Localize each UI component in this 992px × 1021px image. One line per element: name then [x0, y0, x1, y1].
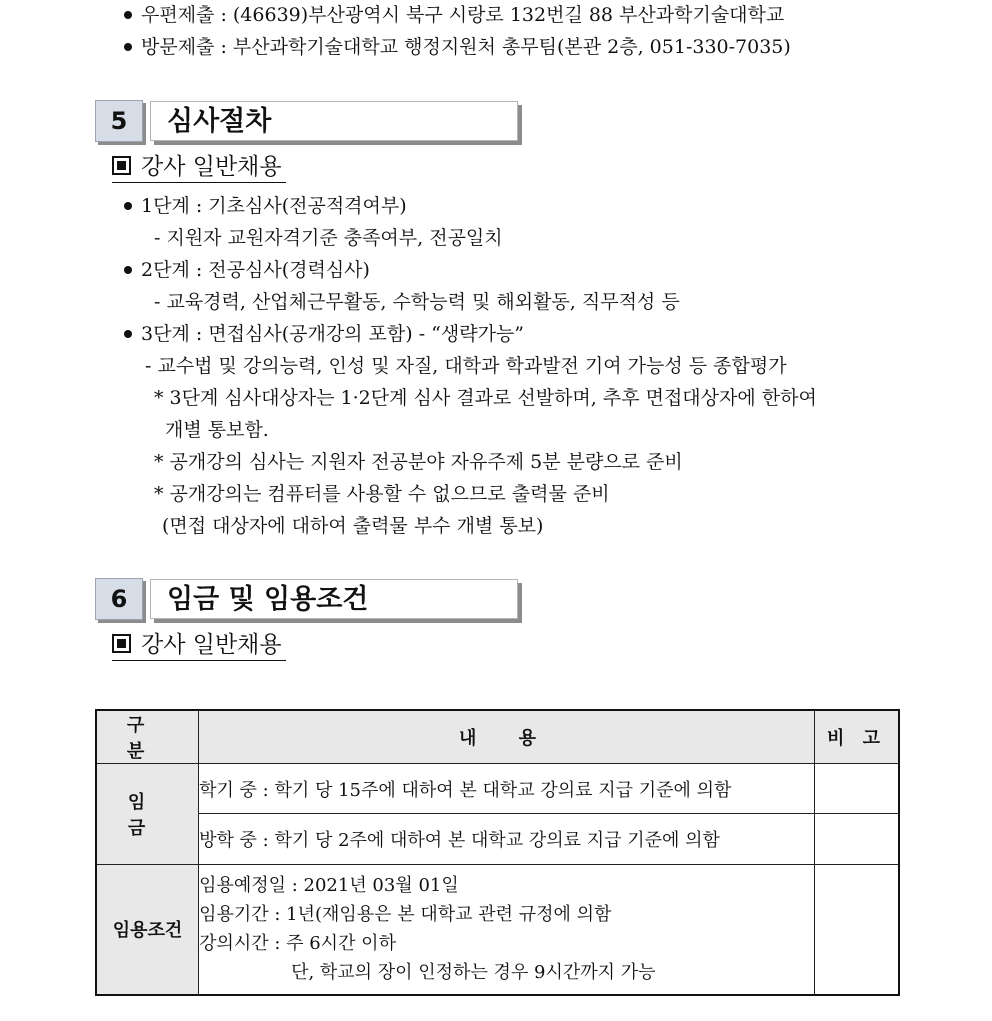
- note-1: * 3단계 심사대상자는 1·2단계 심사 결과로 선발하며, 추후 면접대상자에 한하여: [154, 387, 817, 409]
- table-row: [96, 865, 899, 995]
- section-5-subhead: [112, 152, 286, 183]
- wage-vacation-remarks: [814, 814, 899, 865]
- table-row: [96, 814, 899, 865]
- header-category: 구 분: [96, 710, 199, 764]
- employment-conditions-table: [95, 709, 900, 996]
- stage-3-detail: - 교수법 및 강의능력, 인성 및 자질, 대학과 학과발전 기여 가능성 등 종합평가: [145, 355, 787, 377]
- header-content: 내 용: [199, 710, 815, 764]
- note-3: * 공개강의는 컴퓨터를 사용할 수 없으므로 출력물 준비: [154, 483, 610, 505]
- note-3-cont: (면접 대상자에 대하여 출력물 부수 개별 통보): [162, 515, 544, 537]
- wage-semester: 학기 중 : 학기 당 15주에 대하여 본 대학교 강의료 지급 기준에 의함: [199, 764, 815, 814]
- appointment-period: 임용기간 : 1년(재임용은 본 대학교 관련 규정에 의함: [199, 904, 612, 926]
- section-5-number: 5: [95, 100, 143, 142]
- section-5-title: 심사절차: [150, 101, 518, 141]
- table-row: [96, 764, 899, 814]
- conditions-remarks: [814, 865, 899, 995]
- note-2: * 공개강의 심사는 지원자 전공분야 자유주제 5분 분량으로 준비: [154, 451, 683, 473]
- section-6-subhead: [112, 630, 286, 661]
- section-5-subhead-text: 강사 일반채용: [141, 154, 282, 180]
- header-remarks: 비 고: [814, 710, 899, 764]
- stage-1-detail: - 지원자 교원자격기준 충족여부, 전공일치: [154, 227, 503, 249]
- note-1-cont: 개별 통보함.: [165, 419, 269, 441]
- wage-semester-remarks: [814, 764, 899, 814]
- section-6-title: 임금 및 임용조건: [150, 579, 518, 619]
- filled-square-icon: [112, 156, 131, 175]
- conditions-label: 임용조건: [96, 865, 199, 995]
- stage-3: 3단계 : 면접심사(공개강의 포함) - “생략가능”: [141, 323, 525, 345]
- stage-2-detail: - 교육경력, 산업체근무활동, 수학능력 및 해외활동, 직무적성 등: [154, 291, 680, 313]
- section-6-number: 6: [95, 578, 143, 620]
- stage-1: 1단계 : 기초심사(전공적격여부): [141, 195, 407, 217]
- table-header-row: [96, 710, 899, 764]
- lecture-hours-exception: 단, 학교의 장이 인정하는 경우 9시간까지 가능: [291, 962, 656, 984]
- appointment-date: 임용예정일 : 2021년 03월 01일: [199, 875, 459, 897]
- filled-square-icon: [112, 634, 131, 653]
- wage-vacation: 방학 중 : 학기 당 2주에 대하여 본 대학교 강의료 지급 기준에 의함: [199, 814, 815, 865]
- submission-visit: 방문제출 : 부산과학기술대학교 행정지원처 총무팀(본관 2층, 051-330-7035): [141, 36, 791, 58]
- wage-label: 임 금: [96, 764, 199, 865]
- stage-2: 2단계 : 전공심사(경력심사): [141, 259, 370, 281]
- lecture-hours: 강의시간 : 주 6시간 이하: [199, 933, 396, 955]
- section-6-subhead-text: 강사 일반채용: [141, 632, 282, 658]
- conditions-content: [199, 865, 815, 995]
- submission-mail: 우편제출 : (46639)부산광역시 북구 시랑로 132번길 88 부산과학기술대학교: [141, 4, 785, 26]
